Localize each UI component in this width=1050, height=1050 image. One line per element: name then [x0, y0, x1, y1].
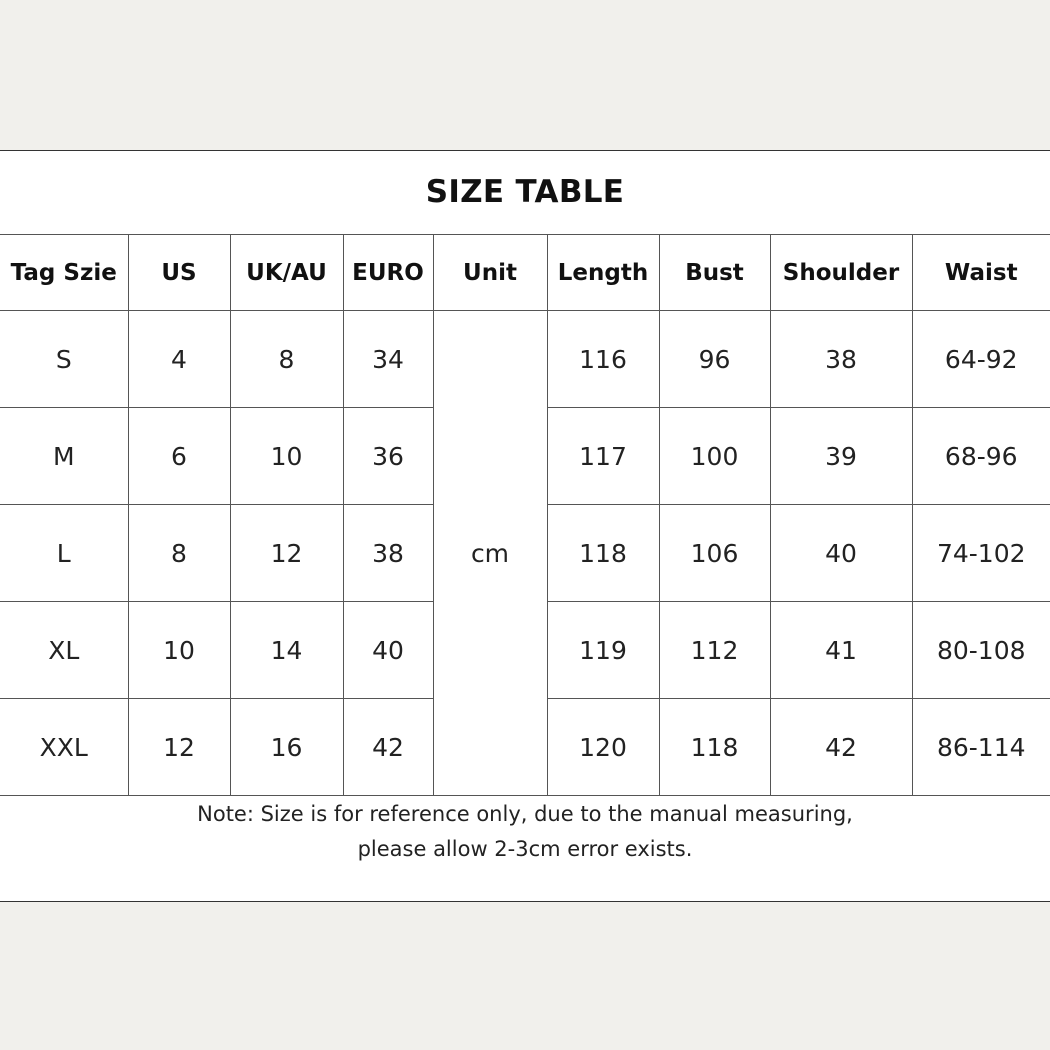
cell-waist: 74-102: [912, 505, 1050, 602]
cell-uk-au: 14: [230, 602, 343, 699]
col-header-bust: Bust: [659, 235, 770, 311]
col-header-uk-au: UK/AU: [230, 235, 343, 311]
cell-uk-au: 10: [230, 408, 343, 505]
cell-tag-size: M: [0, 408, 128, 505]
cell-bust: 106: [659, 505, 770, 602]
cell-shoulder: 41: [770, 602, 912, 699]
cell-us: 8: [128, 505, 230, 602]
table-row: [0, 311, 1050, 408]
cell-euro: 40: [343, 602, 433, 699]
cell-shoulder: 40: [770, 505, 912, 602]
cell-bust: 112: [659, 602, 770, 699]
cell-length: 120: [547, 699, 659, 796]
cell-length: 117: [547, 408, 659, 505]
cell-shoulder: 42: [770, 699, 912, 796]
col-header-length: Length: [547, 235, 659, 311]
col-header-euro: EURO: [343, 235, 433, 311]
measurement-note: [0, 797, 1050, 867]
size-table-title: SIZE TABLE: [425, 174, 625, 210]
cell-euro: 36: [343, 408, 433, 505]
col-header-shoulder: Shoulder: [770, 235, 912, 311]
cell-waist: 86-114: [912, 699, 1050, 796]
cell-length: 118: [547, 505, 659, 602]
cell-us: 12: [128, 699, 230, 796]
cell-us: 10: [128, 602, 230, 699]
header-row: [0, 235, 1050, 311]
size-table: [0, 234, 1050, 796]
cell-length: 119: [547, 602, 659, 699]
cell-tag-size: XXL: [0, 699, 128, 796]
cell-unit: cm: [433, 311, 547, 796]
col-header-us: US: [128, 235, 230, 311]
cell-us: 4: [128, 311, 230, 408]
cell-tag-size: L: [0, 505, 128, 602]
col-header-unit: Unit: [433, 235, 547, 311]
cell-euro: 38: [343, 505, 433, 602]
col-header-tag-size: Tag Szie: [0, 235, 128, 311]
cell-uk-au: 16: [230, 699, 343, 796]
size-table-card: [0, 150, 1050, 902]
col-header-waist: Waist: [912, 235, 1050, 311]
cell-uk-au: 8: [230, 311, 343, 408]
cell-bust: 118: [659, 699, 770, 796]
cell-euro: 34: [343, 311, 433, 408]
note-line-1: Note: Size is for reference only, due to the manual measuring,: [197, 802, 853, 826]
cell-uk-au: 12: [230, 505, 343, 602]
cell-shoulder: 39: [770, 408, 912, 505]
cell-tag-size: S: [0, 311, 128, 408]
cell-waist: 64-92: [912, 311, 1050, 408]
cell-length: 116: [547, 311, 659, 408]
cell-bust: 96: [659, 311, 770, 408]
cell-waist: 68-96: [912, 408, 1050, 505]
note-line-2: please allow 2-3cm error exists.: [357, 837, 693, 861]
cell-shoulder: 38: [770, 311, 912, 408]
cell-us: 6: [128, 408, 230, 505]
cell-bust: 100: [659, 408, 770, 505]
cell-euro: 42: [343, 699, 433, 796]
cell-tag-size: XL: [0, 602, 128, 699]
cell-waist: 80-108: [912, 602, 1050, 699]
